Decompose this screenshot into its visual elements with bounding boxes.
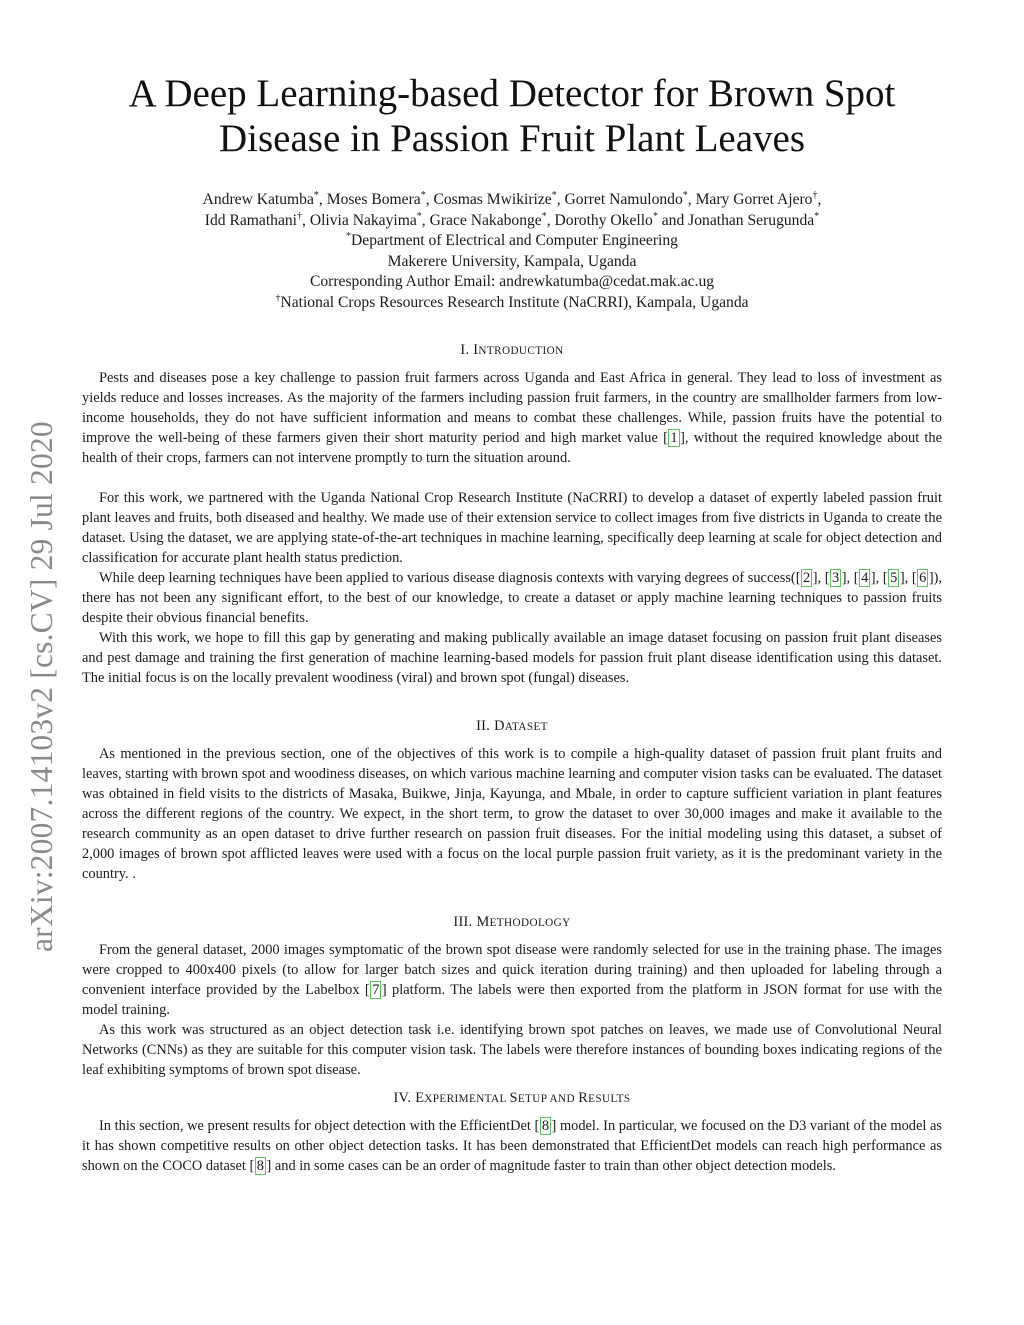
section-heading-experimental [82,1090,942,1107]
author: Jonathan Serugunda [688,211,815,229]
author: Cosmas Mwikirize [433,191,552,208]
citation-link[interactable]: 1 [670,430,678,446]
text: and in some cases can be an order of magnitude faster to train than other object detection models. [271,1158,836,1174]
author: Grace Nakabonge [429,211,542,229]
section-rest: XPERIMENTAL [424,1093,510,1105]
author-line-1 [60,190,964,211]
affil-mark: † [275,292,281,304]
author: Moses Bomera [326,191,421,208]
affil-mark: * [313,189,319,201]
text: Pests and diseases pose a key challenge to passion fruit farmers across Uganda and East Africa in general. They lead to loss of investment as yields reduce and losses increases. As the majority of the farmers including passion fruit farmers, in the country are smallholder farmers from low-income households, they do not have sufficient information and means to combat these challenges. While, passion fruits have the potential to improve the well-being of these farmers given their short maturity period and high market value [82,370,942,446]
affiliation-text: National Crops Resources Research Institute (NaCRRI), Kampala, Uganda [280,293,749,311]
author: Olivia Nakayima [309,211,417,229]
text: While deep learning techniques have been applied to various disease diagnosis contexts with varying degrees of success( [99,570,796,586]
methodology-paragraph-1: From the general dataset, 2000 images symptomatic of the brown spot disease were randomly selected for use in the training phase. The images were cropped to 400x400 pixels (to allow for larger batch sizes and quick iteration during training) and then uploaded for labeling through a convenient interface provided by the Labelbox [ 7 ] platform. The labels were then exported from the platform in JSON format for use with the model training. [82,942,942,1018]
separator: , [546,211,555,229]
section-initial: D [494,718,505,734]
section-initial: M [476,914,490,930]
citation-link[interactable]: 3 [832,570,840,586]
section-rest: ETUP AND [517,1093,579,1105]
affiliation-text: Department of Electrical and Computer Engineering [351,232,678,249]
affil-mark: * [541,210,547,222]
corresponding-email: Corresponding Author Email: andrewkatumba@cedat.mak.ac.ug [309,273,715,290]
text: In this section, we present results for object detection with the EfficientDet [99,1118,535,1134]
section-rest: NTRODUCTION [478,345,564,357]
section-number: III. [453,914,477,930]
separator: , [318,191,327,208]
affiliation-2: Makerere University, Kampala, Uganda [387,252,637,270]
separator: , [687,191,696,208]
intro-paragraph-1: Pests and diseases pose a key challenge to passion fruit farmers across Uganda and East Africa in general. They lead to loss of investment as yields reduce and losses increases. As the majority of the farmers including passion fruit farmers, in the country are smallholder farmers from low-income households, they do not have sufficient information and means to combat these challenges. While, passion fruits have the potential to improve the well-being of these farmers given their short maturity period and high market value [ 1 ], without the required knowledge about the health of their crops, farmers can not intervene promptly to turn the situation around. [82,370,943,466]
title-line-1: A Deep Learning-based Detector for Brown Spot [128,72,896,115]
intro-paragraph-2: For this work, we partnered with the Uganda National Crop Research Institute (NaCRRI) to develop a dataset of expertly labeled passion fruit plant leaves and fruits, both diseased and healthy. We made use of their extension service to collect images from five districts in Uganda to create the dataset. Using the dataset, we are applying state-of-the-art techniques in machine learning, specifically deep learning at scale for object detection and classification for accurate plant health status prediction. [82,490,942,566]
citation-link[interactable]: 6 [919,570,927,586]
separator: , [556,191,565,208]
section-heading-introduction [82,342,942,359]
text: model. In particular, we focused on the D3 variant of the model as it has shown competitive results on other object detection tasks. It has been demonstrated that EfficientDet models can reach high performance as shown on the COCO dataset [82,1118,942,1174]
affiliation-3 [60,293,964,314]
text: ), there has not been any significant effort, to the best of our knowledge, to create a dataset or apply machine learning techniques to passion fruits despite their obvious financial benefits. [82,570,943,626]
affil-mark: * [652,210,658,222]
author: Gorret Namulondo [564,191,683,208]
affil-mark: * [551,189,557,201]
affil-mark: * [682,189,688,201]
dataset-paragraph-1: As mentioned in the previous section, one of the objectives of this work is to compile a high-quality dataset of passion fruit plant fruits and leaves, starting with brown spot and woodiness diseases, on which various machine learning and computer vision tasks can be evaluated. The dataset was obtained in field visits to the districts of Masaka, Buikwe, Jinja, Kayunga, and Mbale, in order to capture sufficient variation in plant features across the different regions of the country. We expect, in the short term, to grow the dataset to over 30,000 images and make it available to the research community as an open dataset to drive further research on passion fruit diseases. For the initial modeling using this dataset, a subset of 2,000 images of brown spot afflicted leaves were used with a focus on the local purple passion fruit variety, as it is the predominant variety in the country. . [82,746,942,882]
methodology-paragraph-2: As this work was structured as an object detection task i.e. identifying brown spot patches on leaves, we made use of Convolutional Neural Networks (CNNs) as they are suitable for this computer vision task. The labels were therefore instances of bounding boxes indicating regions of the leaf exhibiting symptoms of brown spot disease. [82,1022,942,1078]
affil-mark: * [416,210,422,222]
citation-link[interactable]: 4 [861,570,869,586]
section-initial: I [473,342,479,358]
section-rest: ATASET [504,721,548,733]
citation-link[interactable]: 2 [803,570,811,586]
separator: , [425,191,434,208]
citation-link[interactable]: 8 [541,1118,550,1134]
section-initial: R [578,1090,589,1106]
author: Idd Ramathani [204,211,298,229]
title-line-2: Disease in Passion Fruit Plant Leaves [218,117,805,160]
section-number: IV. [393,1090,416,1106]
author-line-2 [60,211,964,232]
separator: and [657,211,689,229]
separator: , [817,191,822,208]
separator: , [302,211,310,229]
section-initial: E [415,1090,425,1106]
experimental-paragraph-1: In this section, we present results for object detection with the EfficientDet [ 8 ] model. In particular, we focused on the D3 variant of the model as it has shown competitive results on other object detection tasks. It has been demonstrated that EfficientDet models can reach high performance as shown on the COCO dataset [ 8 ] and in some cases can be an order of magnitude faster to train than other object detection models. [82,1118,942,1174]
intro-paragraph-4: With this work, we hope to fill this gap by generating and making publically available an image dataset focusing on passion fruit plant diseases and pest damage and training the first generation of machine learning-based models for passion fruit plant disease identification using this dataset. The initial focus is on the locally prevalent woodiness (viral) and brown spot (fungal) diseases. [82,630,942,686]
separator: , [421,211,430,229]
text: From the general dataset, 2000 images symptomatic of the brown spot disease were randomly selected for use in the training phase. The images were cropped to 400x400 pixels (to allow for larger batch sizes and quick iteration during training) and then uploaded for labeling through a convenient interface provided by the Labelbox [82,942,942,998]
section-heading-methodology [82,914,942,931]
author: Dorothy Okello [554,211,653,229]
citation-link[interactable]: 7 [372,982,380,998]
affil-mark: † [812,189,818,201]
citation-link[interactable]: 5 [890,570,898,586]
section-rest: ETHODOLOGY [489,917,571,929]
affil-mark: † [297,210,303,222]
affil-mark: * [814,210,820,222]
section-rest: ESULTS [588,1093,631,1105]
affil-mark: * [346,230,352,242]
affil-mark: * [420,189,426,201]
author-block [60,190,964,313]
section-heading-dataset [82,718,942,735]
arxiv-stamp: arXiv:2007.14103v2 [cs.CV] 29 Jul 2020 [24,421,59,952]
citation-link[interactable]: 8 [256,1158,264,1174]
paper-title [60,71,964,161]
text: , without the required knowledge about the health of their crops, farmers can not intervene promptly to turn the situation around. [82,430,943,466]
section-initial: S [509,1090,518,1106]
affiliation-1 [60,231,964,252]
author: Mary Gorret Ajero [695,191,813,208]
section-number: I. [460,342,474,358]
text: platform. The labels were then exported from the platform in JSON format for use with the model training. [82,982,942,1018]
intro-paragraph-3: While deep learning techniques have been applied to various disease diagnosis contexts with varying degrees of success([ 2 ], [ 3 ], [ 4 ], [ 5 ], [ 6 ]), there has not been any significant effort, to the best of our knowledge, to create a dataset or apply machine learning techniques to passion fruits despite their obvious financial benefits. [82,570,943,626]
author: Andrew Katumba [202,191,314,208]
section-number: II. [476,718,495,734]
